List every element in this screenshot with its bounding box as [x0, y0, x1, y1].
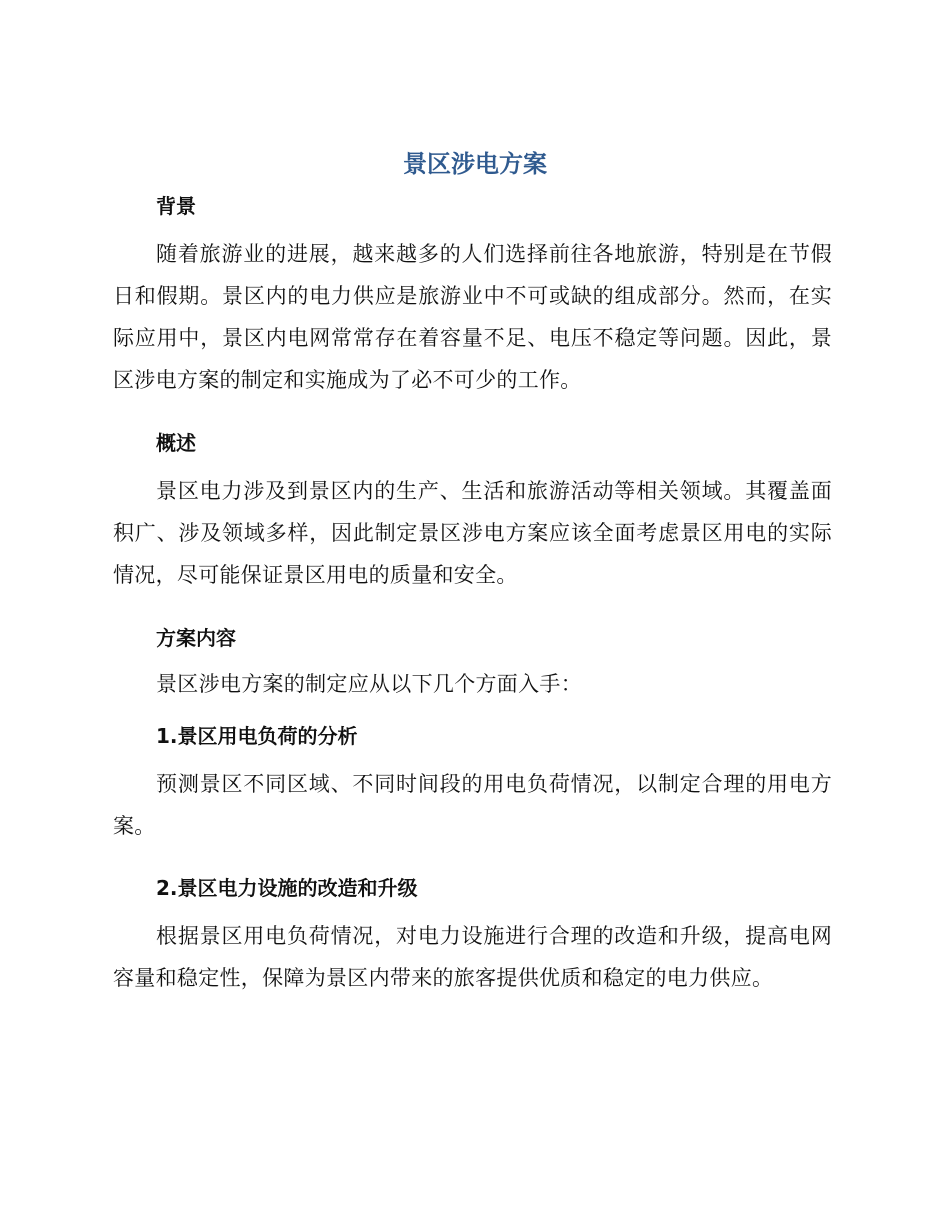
document-body [113, 188, 832, 999]
section-heading-overview: 概述 [156, 431, 196, 455]
page-title: 景区涉电方案 [403, 150, 547, 178]
section-paragraph-plan-intro: 景区涉电方案的制定应从以下几个方面入手： [156, 672, 582, 696]
section-paragraph-facility-upgrade: 根据景区用电负荷情况，对电力设施进行合理的改造和升级，提高电网容量和稳定性，保障为景区内带来的旅客提供优质和稳定的电力供应。 [113, 924, 832, 990]
section-heading-load-analysis: 1.景区用电负荷的分析 [156, 724, 358, 748]
section-heading-plan-content: 方案内容 [156, 626, 236, 650]
section-heading-facility-upgrade: 2.景区电力设施的改造和升级 [156, 876, 418, 900]
section-paragraph-load-analysis: 预测景区不同区域、不同时间段的用电负荷情况，以制定合理的用电方案。 [113, 772, 832, 838]
section-paragraph-background: 随着旅游业的进展，越来越多的人们选择前往各地旅游，特别是在节假日和假期。景区内的电力供应是旅游业中不可或缺的组成部分。然而，在实际应用中，景区内电网常常存在着容量不足、电压不稳定等问题。因此，景区涉电方案的制定和实施成为了必不可少的工作。 [113, 242, 832, 392]
section-heading-background: 背景 [156, 194, 196, 218]
section-paragraph-overview: 景区电力涉及到景区内的生产、生活和旅游活动等相关领域。其覆盖面积广、涉及领域多样，因此制定景区涉电方案应该全面考虑景区用电的实际情况，尽可能保证景区用电的质量和安全。 [113, 479, 832, 587]
